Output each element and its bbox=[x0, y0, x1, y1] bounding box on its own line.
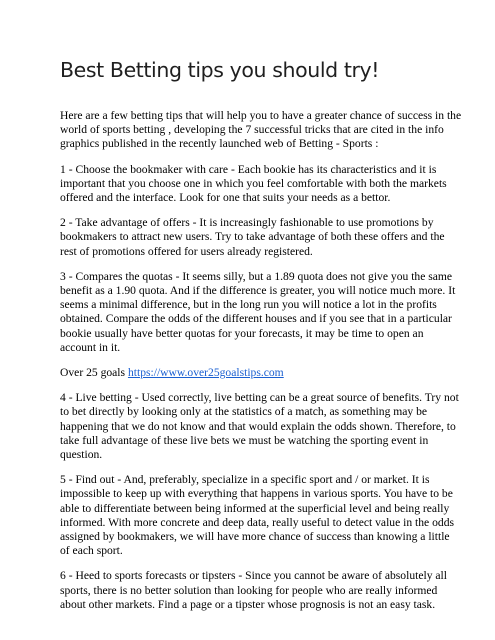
text-line: happening that we do not know and that would explain the odds shown. Therefore, to bbox=[60, 419, 456, 433]
tip-6-paragraph bbox=[60, 569, 447, 612]
text-line: bookmakers to attract new users. Try to take advantage of both these offers and the bbox=[60, 230, 445, 244]
text-line: offered and the interface. Look for one that suits your needs as a bettor. bbox=[60, 191, 391, 205]
tip-4-paragraph bbox=[60, 391, 459, 462]
text-line: take full advantage of these live bets we must be watching the sporting event in bbox=[60, 433, 429, 447]
text-line: sports, there is no better solution than looking for people who are really informed bbox=[60, 583, 438, 597]
text-line: about other markets. Find a page or a tipster whose prognosis is not an easy task. bbox=[60, 597, 436, 611]
text-line: question. bbox=[60, 448, 103, 462]
tip-5-paragraph bbox=[60, 473, 455, 558]
link-prefix: Over 25 goals bbox=[60, 366, 128, 380]
tip-1-paragraph bbox=[60, 162, 447, 206]
text-line: 2 - Take advantage of offers - It is increasingly fashionable to use promotions by bbox=[60, 216, 434, 230]
text-line: account in it. bbox=[60, 340, 121, 354]
over25goals-link[interactable]: https://www.over25goalstips.com bbox=[127, 366, 284, 380]
text-line: rest of promotions offered for users already registered. bbox=[60, 244, 313, 258]
tip-2-paragraph bbox=[60, 216, 445, 259]
text-line: benefit as a 1.90 quota. And if the difference is greater, you will notice much more. It bbox=[60, 284, 456, 298]
text-line: bookie usually have better quotas for your forecasts, it may be time to open an bbox=[60, 326, 424, 340]
tip-3-paragraph bbox=[60, 269, 456, 355]
text-line: assigned by bookmakers, we will have more chance of success than knowing a little bbox=[60, 530, 450, 544]
text-line: obtained. Compare the odds of the different houses and if you see that in a particular bbox=[60, 312, 452, 326]
text-line: of each sport. bbox=[60, 544, 123, 558]
text-line: 3 - Compares the quotas - It seems silly, but a 1.89 quota does not give you the same bbox=[60, 269, 453, 283]
intro-paragraph bbox=[60, 109, 462, 152]
page-title: Best Betting tips you should try! bbox=[60, 58, 380, 82]
text-line: graphics published in the recently launched web of Betting - Sports : bbox=[60, 137, 379, 151]
text-line: 4 - Live betting - Used correctly, live betting can be a great source of benefits. Try not bbox=[60, 391, 459, 405]
link-paragraph bbox=[60, 366, 437, 380]
text-line: Here are a few betting tips that will help you to have a greater chance of success in the bbox=[60, 109, 462, 122]
text-line: 1 - Choose the bookmaker with care - Each bookie has its characteristics and it is bbox=[60, 162, 437, 176]
text-line: important that you choose one in which you feel comfortable with both the markets bbox=[60, 176, 447, 190]
text-line: 5 - Find out - And, preferably, specialize in a specific sport and / or market. It is bbox=[60, 473, 430, 487]
text-line: able to differentiate between being informed at the superficial level and being really bbox=[60, 501, 450, 515]
text-line: informed. With more concrete and deep data, really useful to detect value in the odds bbox=[60, 515, 455, 529]
text-line: impossible to keep up with everything that happens in various sports. You have to be bbox=[60, 487, 453, 501]
text-line: world of sports betting , developing the 7 successful tricks that are cited in the info bbox=[60, 123, 444, 137]
text-line: seems a minimal difference, but in the long run you will notice a lot in the profits bbox=[60, 298, 437, 312]
text-line: to bet directly by looking only at the statistics of a match, as something may be bbox=[60, 405, 428, 419]
text-line: 6 - Heed to sports forecasts or tipsters - Since you cannot be aware of absolutely all bbox=[60, 569, 447, 583]
